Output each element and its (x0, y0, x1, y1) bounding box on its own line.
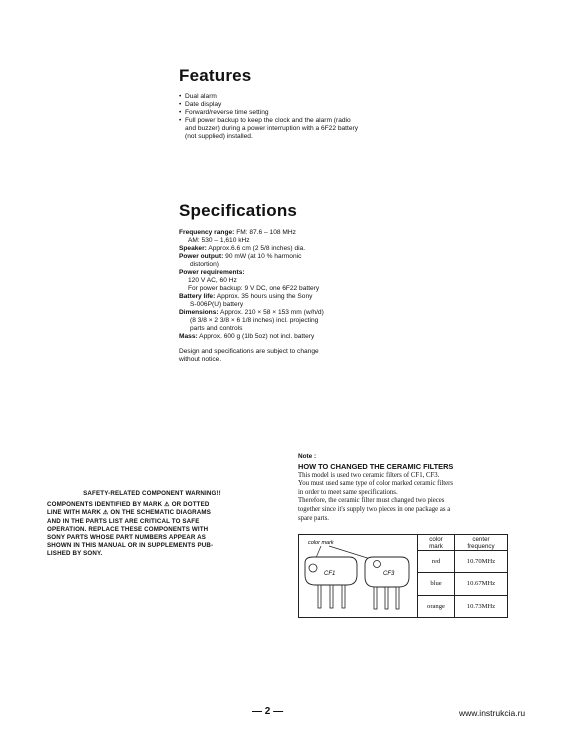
safety-line: COMPONENTS IDENTIFIED BY MARK ⚠ OR DOTTED (47, 501, 210, 509)
ceramic-line: Therefore, the ceramic filter must changed two pieces (298, 497, 445, 505)
cf3-label: CF3 (383, 571, 395, 577)
safety-line: SHOWN IN THIS MANUAL OR IN SUPPLEMENTS PUB- (47, 542, 214, 550)
list-item: • Full power backup to keep the clock and the alarm (radio and buzzer) during a power interruption with a 6F22 battery (not supplied) installed. (179, 117, 359, 141)
safety-line: LINE WITH MARK ⚠ ON THE SCHEMATIC DIAGRAMS (47, 509, 212, 517)
specifications-heading: Specifications (179, 201, 298, 220)
ceramic-filter-diagram (299, 535, 417, 619)
safety-line: LISHED BY SONY. (47, 550, 103, 558)
cell-color: red (418, 551, 455, 573)
ceramic-line: You must used same type of color marked ceramic filters (298, 480, 454, 488)
filter-diagram-cell (299, 535, 418, 618)
safety-warning (47, 490, 257, 559)
safety-warning-title: SAFETY-RELATED COMPONENT WARNING!! (83, 490, 221, 497)
safety-line: OPERATION. REPLACE THESE COMPONENTS WITH (47, 525, 209, 533)
list-item: • Forward/reverse time setting (179, 109, 359, 117)
safety-line: SONY PARTS WHOSE PART NUMBERS APPEAR AS (47, 534, 207, 542)
spec-dimensions-cont2: parts and controls (190, 325, 243, 332)
spec-dimensions-cont1: (8 3/8 × 2 3/8 × 6 1/8 inches) incl. projecting (190, 317, 319, 324)
cf1-label: CF1 (324, 571, 336, 577)
header-color-mark: color mark (418, 535, 455, 551)
spec-power-req-backup: For power backup: 9 V DC, one 6F22 battery (188, 285, 320, 292)
cell-frequency: 10.73MHz (455, 595, 508, 617)
spec-battery: Battery life: Approx. 35 hours using the Sony (179, 293, 313, 300)
cell-frequency: 10.70MHz (455, 551, 508, 573)
spec-note-line2: without notice. (179, 356, 222, 363)
spec-power-req-ac: 120 V AC, 60 Hz (188, 277, 237, 284)
cf3-pin (396, 587, 399, 609)
cell-color: blue (418, 573, 455, 595)
ceramic-line: spare parts. (298, 514, 329, 522)
source-url: www.instrukcia.ru (459, 708, 526, 718)
safety-line: AND IN THE PARTS LIST ARE CRITICAL TO SAFE (47, 517, 200, 525)
spec-mass: Mass: Approx. 600 g (1lb 5oz) not incl. battery (179, 333, 315, 340)
cell-color: orange (418, 595, 455, 617)
features-heading: Features (179, 66, 252, 85)
ceramic-heading: HOW TO CHANGED THE CERAMIC FILTERS (298, 461, 454, 471)
cf3-color-dot (374, 561, 381, 568)
specifications-block (179, 229, 379, 364)
cf1-color-dot (309, 564, 317, 572)
cf1-pin (330, 585, 333, 608)
header-center-frequency: center frequency (455, 535, 508, 551)
cell-frequency: 10.67MHz (455, 573, 508, 595)
cf1-pin (318, 585, 321, 608)
color-mark-label: color mark (308, 540, 334, 546)
spec-power-output-cont: distortion) (190, 261, 219, 268)
spec-speaker: Speaker: Approx.6.6 cm (2 5/8 inches) dia. (179, 245, 306, 252)
features-list (179, 93, 359, 141)
spec-battery-cont: S-006P(U) battery (190, 301, 244, 308)
spec-note-line1: Design and specifications are subject to change (179, 348, 319, 355)
ceramic-line: together since it's supply two pieces in one package as a (298, 505, 451, 513)
ceramic-line: This model is used two ceramic filters of CF1, CF3. (298, 471, 440, 479)
ceramic-filter-table (298, 534, 508, 618)
ceramic-note (298, 453, 513, 523)
ceramic-line: in order to meet same specifications. (298, 488, 398, 496)
spec-power-output: Power output: 90 mW (at 10 % harmonic (179, 253, 302, 260)
cf1-pin (342, 585, 345, 608)
spec-frequency: Frequency range: FM: 87.6 – 108 MHz (179, 229, 296, 236)
page-number: — 2 — (252, 706, 284, 717)
spec-power-req: Power requirements: (179, 269, 245, 276)
cf3-pin (385, 587, 388, 609)
spec-frequency-am: AM: 530 – 1,610 kHz (188, 237, 250, 244)
cf3-pin (374, 587, 377, 609)
list-item: • Date display (179, 101, 359, 109)
list-item: • Dual alarm (179, 93, 359, 101)
note-label: Note : (298, 453, 317, 460)
spec-dimensions: Dimensions: Approx. 210 × 58 × 153 mm (w/h/d) (179, 309, 324, 316)
